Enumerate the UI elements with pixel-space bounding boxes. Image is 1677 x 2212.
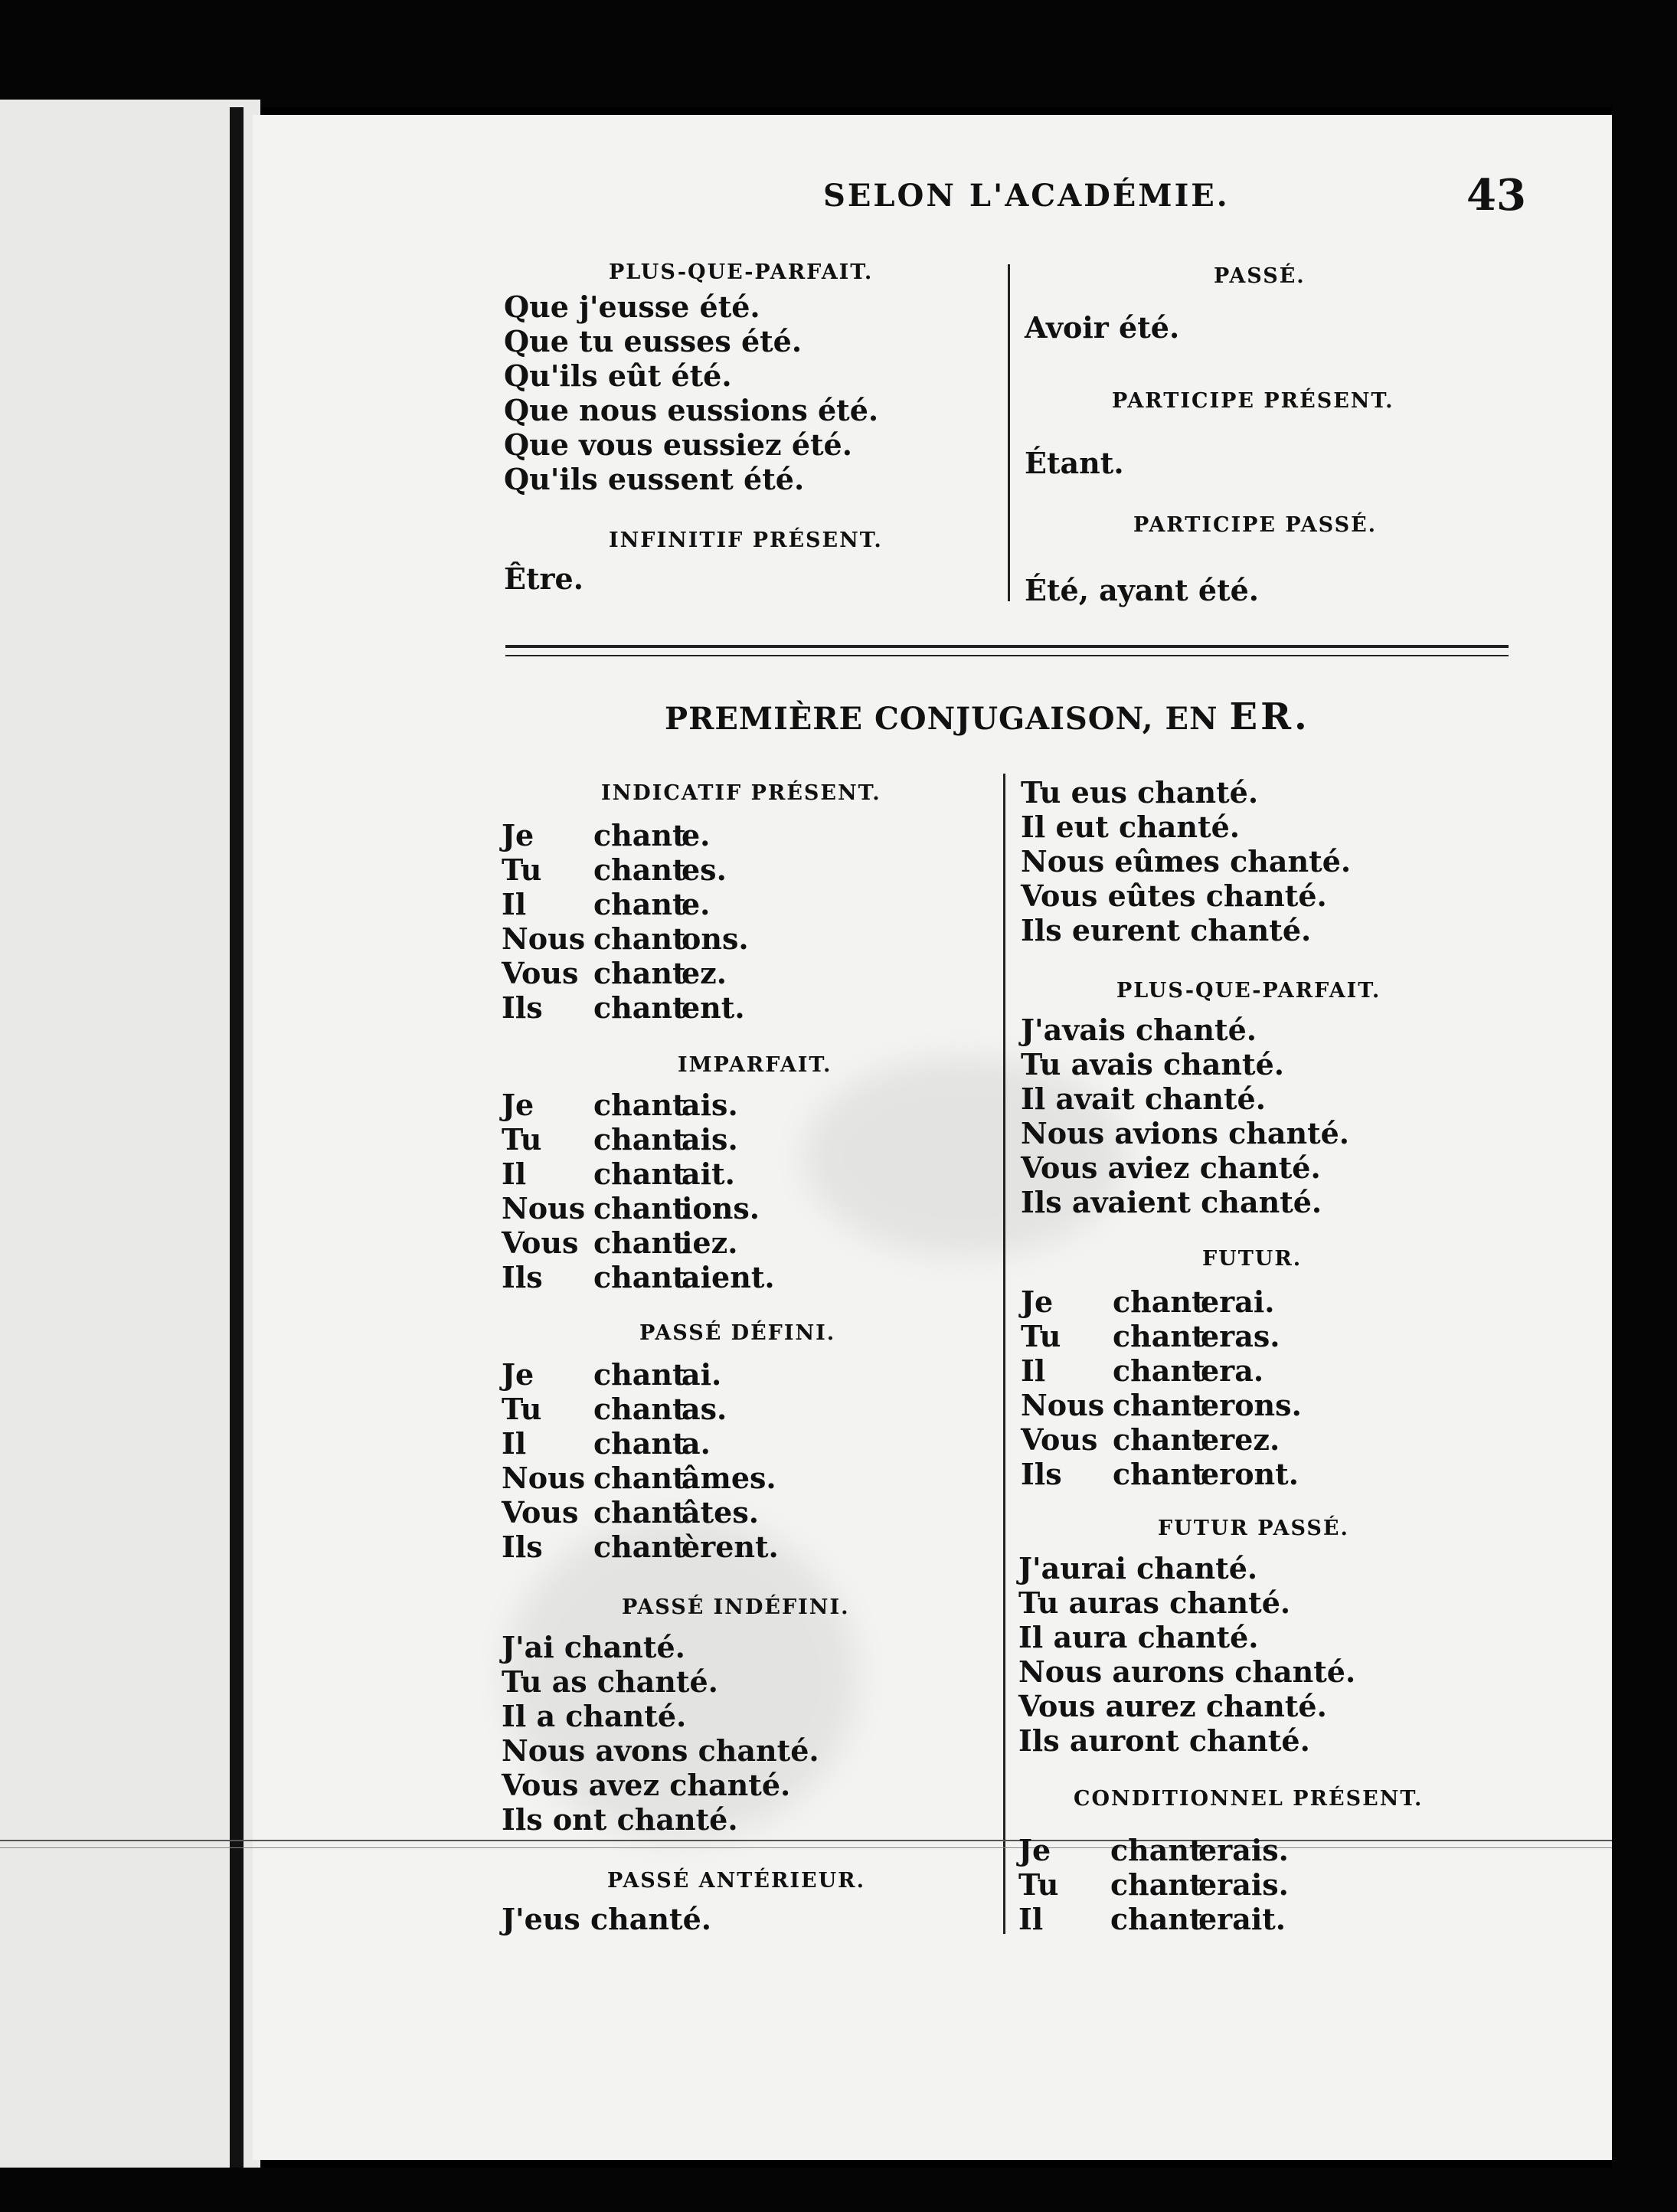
conjugation-line: Être. [504, 561, 584, 596]
section-title: PLUS-QUE-PARFAIT. [609, 260, 874, 284]
conjugation-table [502, 1088, 775, 1294]
conjugation-line: Il avait chanté. [1021, 1081, 1266, 1116]
column-divider-top [1008, 264, 1010, 601]
conjugation-line: Tu avais chanté. [1021, 1047, 1285, 1081]
ending: âtes. [682, 1495, 759, 1530]
section-title: PASSÉ DÉFINI. [639, 1321, 836, 1345]
conjugation-line: Que nous eussions été. [504, 393, 879, 427]
section-title: PARTICIPE PASSÉ. [1133, 513, 1378, 537]
conjugation-line: Qu'ils eussent été. [504, 462, 805, 496]
stem: chant [593, 1260, 686, 1294]
ending: ai. [682, 1357, 722, 1392]
ending: ais. [682, 1122, 738, 1157]
stem: chant [1110, 1902, 1203, 1936]
stem: chant [593, 887, 686, 921]
section-title: INDICATIF PRÉSENT. [601, 781, 881, 805]
conjugation-line: J'avais chanté. [1021, 1013, 1257, 1047]
pronoun: Il [1021, 1353, 1046, 1388]
pronoun: Tu [502, 1392, 542, 1426]
stem: chant [593, 818, 686, 852]
pronoun: Tu [502, 1122, 542, 1157]
conjugation-line: Nous aurons chanté. [1018, 1654, 1356, 1689]
stem: chant [593, 990, 686, 1025]
conjugation-line: Ils ont chanté. [502, 1802, 738, 1837]
pronoun: Je [502, 1088, 534, 1122]
scan-line [0, 1840, 1612, 1841]
ending: âmes. [682, 1461, 776, 1495]
pronoun: Vous [502, 1225, 579, 1260]
conjugation-line: Qu'ils eût été. [504, 358, 732, 393]
stem: chant [1113, 1319, 1205, 1353]
pronoun: Tu [1021, 1319, 1061, 1353]
pronoun: Je [502, 1357, 534, 1392]
conjugation-line: J'eus chanté. [502, 1902, 712, 1936]
stem: chant [1110, 1833, 1203, 1867]
conjugation-line: Nous eûmes chanté. [1021, 844, 1352, 879]
conjugation-line: Avoir été. [1025, 310, 1180, 345]
horizontal-rule [505, 645, 1509, 648]
section-title: INFINITIF PRÉSENT. [609, 528, 883, 552]
conjugation-table [502, 1357, 779, 1564]
pronoun: Nous [1021, 1388, 1105, 1422]
conjugation-lines [502, 1902, 711, 1936]
ending: eront. [1201, 1457, 1299, 1491]
stem: chant [1113, 1457, 1205, 1491]
conjugation-line: Il a chanté. [502, 1699, 687, 1733]
conjugation-lines [504, 290, 878, 496]
stem: chant [593, 921, 686, 956]
stem: chant [593, 1122, 686, 1157]
stem: chant [1113, 1422, 1205, 1457]
pronoun: Il [1018, 1902, 1044, 1936]
pronoun: Nous [502, 921, 586, 956]
pronoun: Vous [502, 956, 579, 990]
section-title: FUTUR PASSÉ. [1158, 1517, 1349, 1540]
conjugation-lines [1021, 775, 1351, 947]
stem: chant [593, 1392, 686, 1426]
conjugation-heading [665, 695, 1310, 738]
stem: chant [1113, 1284, 1205, 1319]
conjugation-table [1018, 1833, 1289, 1936]
ending: era. [1201, 1353, 1264, 1388]
pronoun: Ils [502, 1260, 543, 1294]
ending: erez. [1201, 1422, 1280, 1457]
conjugation-line: Vous avez chanté. [502, 1768, 791, 1802]
conjugation-line: J'aurai chanté. [1018, 1551, 1258, 1585]
conjugation-line: Tu as chanté. [502, 1664, 718, 1699]
ending: erai. [1201, 1284, 1275, 1319]
conjugation-line: Ils avaient chanté. [1021, 1185, 1322, 1219]
section-title: PLUS-QUE-PARFAIT. [1116, 979, 1381, 1003]
stem: chant [593, 956, 686, 990]
pronoun: Il [502, 887, 527, 921]
ending: e. [682, 887, 711, 921]
conjugation-line: Que j'eusse été. [504, 290, 760, 324]
running-title: SELON L'ACADÉMIE. [823, 178, 1230, 214]
ending: ons. [682, 921, 749, 956]
stem: chant [1113, 1353, 1205, 1388]
conjugation-line: Vous eûtes chanté. [1021, 879, 1327, 913]
stem: chant [593, 1495, 686, 1530]
pronoun: Vous [502, 1495, 579, 1530]
stem: chant [593, 1357, 686, 1392]
section-title: CONDITIONNEL PRÉSENT. [1074, 1787, 1424, 1811]
conjugation-line: Étant. [1025, 446, 1124, 480]
conjugation-line: Tu auras chanté. [1018, 1585, 1291, 1620]
ending: erais. [1198, 1833, 1289, 1867]
pronoun: Je [1021, 1284, 1054, 1319]
conjugation-table [502, 818, 749, 1025]
section-title: PASSÉ. [1214, 264, 1306, 288]
pronoun: Il [502, 1426, 527, 1461]
ending: ait. [682, 1157, 735, 1191]
ending: es. [682, 852, 727, 887]
stem: chant [1110, 1867, 1203, 1902]
section-title: PASSÉ INDÉFINI. [622, 1595, 850, 1619]
scan-border-top [0, 0, 1677, 107]
conjugation-line: Vous aviez chanté. [1021, 1150, 1321, 1185]
ending: eras. [1201, 1319, 1280, 1353]
stem: chant [1113, 1388, 1205, 1422]
conjugation-line: Ils auront chanté. [1018, 1723, 1310, 1758]
conjugation-table [1021, 1284, 1302, 1491]
conjugation-line: Vous aurez chanté. [1018, 1689, 1327, 1723]
scan-border-bottom [0, 2168, 1677, 2212]
conjugation-line: Été, ayant été. [1025, 573, 1260, 607]
page-number: 43 [1466, 170, 1526, 221]
column-divider-main [1003, 774, 1005, 1934]
ending: èrent. [682, 1530, 779, 1564]
previous-page-edge [0, 100, 260, 2168]
stem: chant [593, 1461, 686, 1495]
scan-line [0, 1847, 1612, 1848]
conjugation-heading-text: PREMIÈRE CONJUGAISON, EN [665, 701, 1218, 737]
conjugation-line: Nous avions chanté. [1021, 1116, 1350, 1150]
ending: e. [682, 818, 711, 852]
conjugation-lines [1021, 1013, 1349, 1219]
conjugation-heading-ending: ER. [1229, 695, 1310, 738]
section-title: IMPARFAIT. [678, 1053, 832, 1077]
pronoun: Tu [502, 852, 542, 887]
section-title: PARTICIPE PRÉSENT. [1112, 389, 1394, 413]
stem: chant [593, 1225, 686, 1260]
ending: erais. [1198, 1867, 1289, 1902]
pronoun: Je [502, 818, 534, 852]
pronoun: Ils [502, 990, 543, 1025]
ending: erait. [1198, 1902, 1286, 1936]
conjugation-line: Il aura chanté. [1018, 1620, 1259, 1654]
conjugation-lines [1018, 1551, 1355, 1758]
book-spine [230, 107, 244, 2168]
ending: ez. [682, 956, 727, 990]
ending: ions. [682, 1191, 760, 1225]
pronoun: Je [1018, 1833, 1051, 1867]
conjugation-line: Il eut chanté. [1021, 810, 1241, 844]
section-title: FUTUR. [1202, 1247, 1303, 1271]
ending: iez. [682, 1225, 738, 1260]
pronoun: Nous [502, 1191, 586, 1225]
pronoun: Tu [1018, 1867, 1059, 1902]
conjugation-line: J'ai chanté. [502, 1630, 685, 1664]
conjugation-line: Tu eus chanté. [1021, 775, 1259, 810]
ending: ais. [682, 1088, 738, 1122]
stem: chant [593, 1191, 686, 1225]
pronoun: Il [502, 1157, 527, 1191]
pronoun: Nous [502, 1461, 586, 1495]
ending: erons. [1201, 1388, 1302, 1422]
pronoun: Vous [1021, 1422, 1098, 1457]
conjugation-line: Ils eurent chanté. [1021, 913, 1312, 947]
conjugation-lines [502, 1630, 819, 1837]
stem: chant [593, 852, 686, 887]
pronoun: Ils [502, 1530, 543, 1564]
stem: chant [593, 1088, 686, 1122]
ending: ent. [682, 990, 745, 1025]
conjugation-line: Que tu eusses été. [504, 324, 803, 358]
horizontal-rule [505, 655, 1509, 656]
pronoun: Ils [1021, 1457, 1062, 1491]
section-title: PASSÉ ANTÉRIEUR. [607, 1869, 866, 1893]
stem: chant [593, 1157, 686, 1191]
scan-border-right [1612, 0, 1677, 2212]
ending: as. [682, 1392, 727, 1426]
ending: a. [682, 1426, 711, 1461]
stem: chant [593, 1530, 686, 1564]
conjugation-line: Que vous eussiez été. [504, 427, 852, 462]
stem: chant [593, 1426, 686, 1461]
ending: aient. [682, 1260, 775, 1294]
conjugation-line: Nous avons chanté. [502, 1733, 819, 1768]
